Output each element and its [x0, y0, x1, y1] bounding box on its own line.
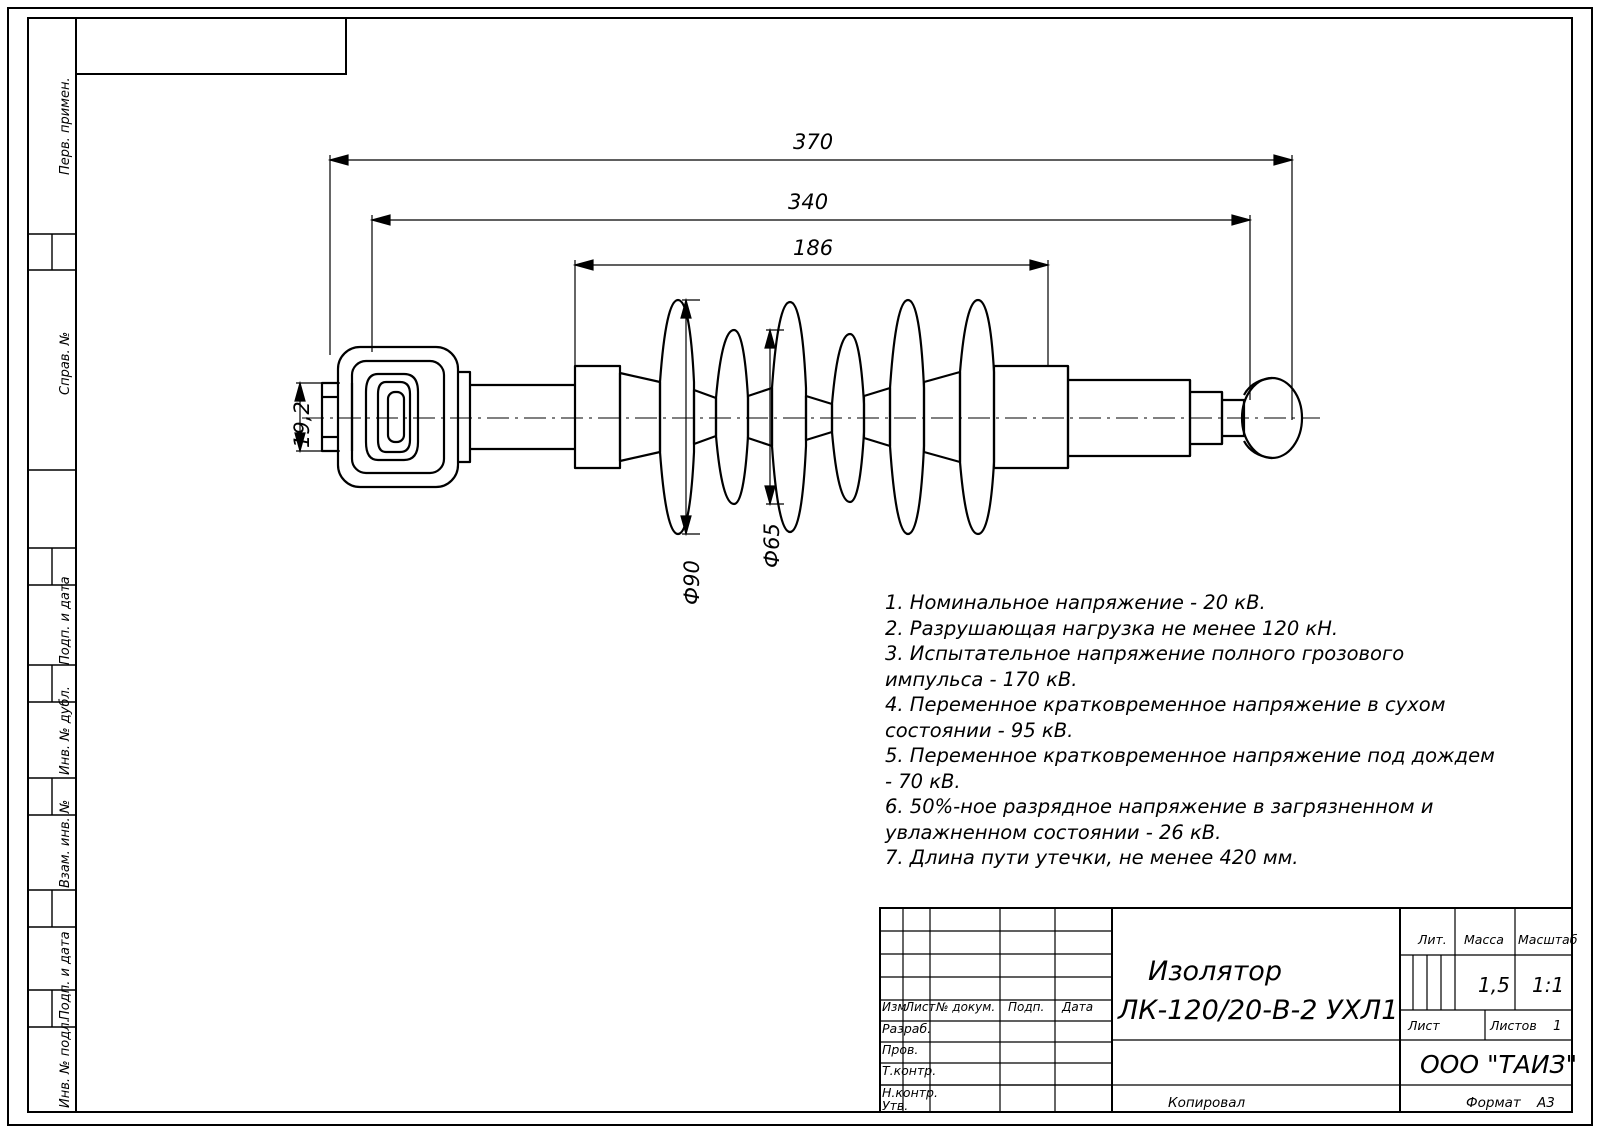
stamp-masshtab-value: 1:1	[1532, 973, 1565, 997]
note-item: состоянии - 95 кВ.	[885, 718, 1074, 742]
side-label-perv-primen: Перв. примен.	[58, 77, 73, 175]
stamp-massa-value: 1,5	[1478, 973, 1510, 997]
dim-19-2-label: 19,2	[290, 401, 314, 448]
side-label-vzam-inv: Взам. инв. №	[58, 799, 73, 888]
stamp-listov-value: 1	[1553, 1018, 1562, 1034]
note-item: - 70 кВ.	[885, 769, 961, 793]
dim-340-label: 340	[788, 190, 829, 214]
format-label: Формат	[1466, 1095, 1521, 1111]
stamp-role-tkontr: Т.контр.	[882, 1063, 937, 1078]
stamp-listov-label: Листов	[1490, 1018, 1537, 1033]
dim-370-label: 370	[793, 130, 834, 154]
dim-dia-90-label: Ф90	[680, 560, 704, 605]
note-item: 7. Длина пути утечки, не менее 420 мм.	[885, 846, 1299, 869]
side-label-sprav: Справ. №	[58, 331, 73, 395]
company-name: ООО "ТАИЗ"	[1420, 1050, 1578, 1079]
note-item: 4. Переменное кратковременное напряжение в сухом	[885, 693, 1446, 716]
stamp-role-utv: Утв.	[882, 1098, 909, 1113]
stamp-masshtab-label: Масштаб	[1518, 932, 1578, 947]
stamp-col-list: Лист	[905, 1000, 936, 1014]
note-item: 5. Переменное кратковременное напряжение под дождем	[885, 744, 1495, 767]
part-title-line1: Изолятор	[1148, 956, 1282, 987]
side-label-podp-data-1: Подп. и дата	[58, 576, 73, 665]
stamp-col-doc: № докум.	[936, 1000, 996, 1014]
note-item: увлажненном состоянии - 26 кВ.	[885, 820, 1222, 844]
stamp-list-label: Лист	[1408, 1018, 1440, 1033]
note-item: импульса - 170 кВ.	[885, 667, 1078, 691]
stamp-col-podp: Подп.	[1008, 1000, 1045, 1014]
stamp-role-razrab: Разраб.	[882, 1021, 932, 1036]
dim-186-label: 186	[793, 236, 834, 260]
part-title-line2: ЛК-120/20-В-2 УХЛ1	[1118, 995, 1399, 1026]
copied-label: Копировал	[1168, 1095, 1246, 1111]
format-value: А3	[1537, 1095, 1555, 1111]
stamp-role-prov: Пров.	[882, 1042, 919, 1057]
note-item: 3. Испытательное напряжение полного грозового	[885, 642, 1405, 665]
note-item: 6. 50%-ное разрядное напряжение в загрязненном и	[885, 795, 1434, 818]
note-item: 2. Разрушающая нагрузка не менее 120 кН.	[885, 616, 1339, 640]
stamp-lit-label: Лит.	[1418, 932, 1447, 947]
stamp-role-nkontr: Н.контр.	[882, 1085, 938, 1100]
dim-dia-65-label: Ф65	[760, 523, 784, 568]
side-label-inv-podl: Инв. № подл.	[58, 1018, 73, 1108]
stamp-col-data: Дата	[1062, 1000, 1094, 1014]
note-item: 1. Номинальное напряжение - 20 кВ.	[885, 591, 1266, 614]
stamp-col-izm: Изм	[882, 1000, 907, 1014]
side-label-inv-dubl: Инв. № дубл.	[58, 686, 73, 775]
stamp-massa-label: Масса	[1464, 932, 1504, 947]
side-label-podp-data-2: Подп. и дата	[58, 931, 73, 1020]
